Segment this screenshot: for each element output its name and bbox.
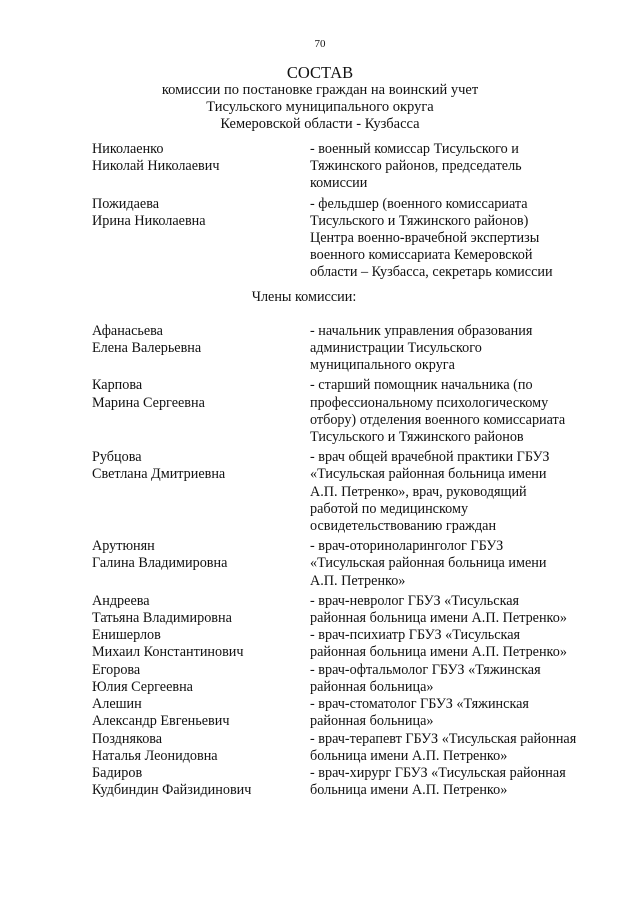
person-name-line: Кудбиндин Файзидинович — [92, 782, 252, 799]
person-position-line: - врач-невролог ГБУЗ «Тисульская — [310, 592, 520, 609]
person-position-line: «Тисульская районная больница имени — [310, 555, 547, 572]
person-position-line: районная больница» — [310, 678, 434, 695]
person-position-line: - врач-психиатр ГБУЗ «Тисульская — [310, 627, 521, 644]
heading-line: Тисульского муниципального округа — [206, 99, 434, 115]
member-row — [92, 731, 612, 765]
person-name-line: Позднякова — [92, 730, 163, 747]
person-position-line: - старший помощник начальника (по — [310, 377, 533, 394]
person-position — [310, 731, 610, 765]
person-position — [310, 593, 610, 627]
person-name — [92, 538, 310, 590]
person-position — [310, 662, 610, 696]
person-position — [310, 377, 610, 446]
person-position-line: области – Кузбасса, секретарь комиссии — [310, 264, 553, 281]
person-name — [92, 449, 310, 535]
person-position — [310, 449, 610, 535]
person-position-line: - врач общей врачебной практики ГБУЗ — [310, 449, 550, 466]
person-name — [92, 662, 310, 696]
person-position-line: А.П. Петренко» — [310, 572, 406, 589]
leaders-list — [92, 141, 612, 285]
person-name — [92, 196, 310, 282]
person-name-line: Пожидаева — [92, 195, 160, 212]
person-name-line: Наталья Леонидовна — [92, 747, 218, 764]
person-position-line: - врач-терапевт ГБУЗ «Тисульская районная — [310, 730, 577, 747]
person-position-line: - врач-оториноларинголог ГБУЗ — [310, 538, 504, 555]
members-list — [92, 323, 612, 799]
member-row — [92, 377, 612, 446]
person-name — [92, 696, 310, 730]
person-name — [92, 323, 310, 375]
person-position-line: - врач-офтальмолог ГБУЗ «Тяжинская — [310, 661, 541, 678]
member-row — [92, 323, 612, 375]
person-position-line: работой по медицинскому — [310, 500, 469, 517]
person-position-line: освидетельствованию граждан — [310, 518, 497, 535]
person-name-line: Николай Николаевич — [92, 158, 220, 175]
person-name-line: Светлана Дмитриевна — [92, 466, 226, 483]
person-name-line: Егорова — [92, 661, 141, 678]
person-position — [310, 538, 610, 590]
member-row — [92, 696, 612, 730]
person-name-line: Александр Евгеньевич — [92, 713, 230, 730]
row-gap — [92, 282, 612, 285]
person-name-line: Ирина Николаевна — [92, 212, 206, 229]
person-name — [92, 765, 310, 799]
leader-row — [92, 196, 612, 282]
person-position-line: Тяжинского районов, председатель — [310, 158, 522, 175]
person-position-line: - фельдшер (военного комиссариата — [310, 195, 528, 212]
person-position-line: Центра военно-врачебной экспертизы — [310, 230, 540, 247]
person-position-line: районная больница» — [310, 713, 434, 730]
person-name — [92, 627, 310, 661]
person-name-line: Марина Сергеевна — [92, 394, 205, 411]
person-position-line: администрации Тисульского — [310, 340, 482, 357]
person-name-line: Михаил Константинович — [92, 644, 244, 661]
person-name-line: Алешин — [92, 696, 142, 713]
person-position-line: больница имени А.П. Петренко» — [310, 782, 508, 799]
person-name-line: Енишерлов — [92, 627, 161, 644]
person-name — [92, 593, 310, 627]
member-row — [92, 593, 612, 627]
person-name-line: Рубцова — [92, 449, 142, 466]
person-position-line: Тисульского и Тяжинского районов) — [310, 212, 529, 229]
person-name — [92, 141, 310, 193]
person-name — [92, 377, 310, 446]
person-position — [310, 696, 610, 730]
person-position-line: - врач-стоматолог ГБУЗ «Тяжинская — [310, 696, 529, 713]
person-name-line: Татьяна Владимировна — [92, 610, 232, 627]
person-position-line: «Тисульская районная больница имени — [310, 466, 547, 483]
person-name-line: Афанасьева — [92, 322, 163, 339]
person-position-line: - врач-хирург ГБУЗ «Тисульская районная — [310, 764, 566, 781]
person-name-line: Юлия Сергеевна — [92, 678, 193, 695]
person-name-line: Карпова — [92, 377, 143, 394]
member-row — [92, 627, 612, 661]
heading-line: комиссии по постановке граждан на воинский учет — [161, 82, 479, 98]
person-name-line: Арутюнян — [92, 538, 155, 555]
person-position-line: Тисульского и Тяжинского районов — [310, 429, 524, 446]
person-position — [310, 627, 610, 661]
person-name-line: Бадиров — [92, 764, 143, 781]
person-position — [310, 141, 610, 193]
person-position-line: военного комиссариата Кемеровской — [310, 247, 533, 264]
person-position-line: муниципального округа — [310, 357, 455, 374]
heading-line: Кемеровской области - Кузбасса — [220, 116, 420, 132]
person-position-line: А.П. Петренко», врач, руководящий — [310, 483, 527, 500]
person-name-line: Андреева — [92, 592, 150, 609]
member-row — [92, 662, 612, 696]
person-position-line: комиссии — [310, 175, 368, 192]
person-name-line: Елена Валерьевна — [92, 340, 202, 357]
member-row — [92, 538, 612, 590]
person-position — [310, 196, 610, 282]
document-title: СОСТАВ — [286, 63, 354, 82]
person-name-line: Галина Владимировна — [92, 555, 228, 572]
person-position-line: - военный комиссар Тисульского и — [310, 141, 519, 157]
leader-row — [92, 141, 612, 193]
person-position-line: районная больница имени А.П. Петренко» — [310, 610, 567, 627]
person-position-line: районная больница имени А.П. Петренко» — [310, 644, 567, 661]
person-position-line: отбору) отделения военного комиссариата — [310, 411, 566, 428]
member-row — [92, 449, 612, 535]
members-heading: Члены комиссии: — [251, 288, 357, 305]
commission-list — [92, 141, 612, 799]
member-row — [92, 765, 612, 799]
person-position-line: - начальник управления образования — [310, 322, 533, 339]
person-position — [310, 323, 610, 375]
document-heading — [0, 63, 640, 133]
person-position — [310, 765, 610, 799]
page-number: 70 — [314, 38, 326, 50]
person-name — [92, 731, 310, 765]
person-position-line: больница имени А.П. Петренко» — [310, 747, 508, 764]
person-name-line: Николаенко — [92, 141, 164, 157]
person-position-line: профессиональному психологическому — [310, 394, 549, 411]
